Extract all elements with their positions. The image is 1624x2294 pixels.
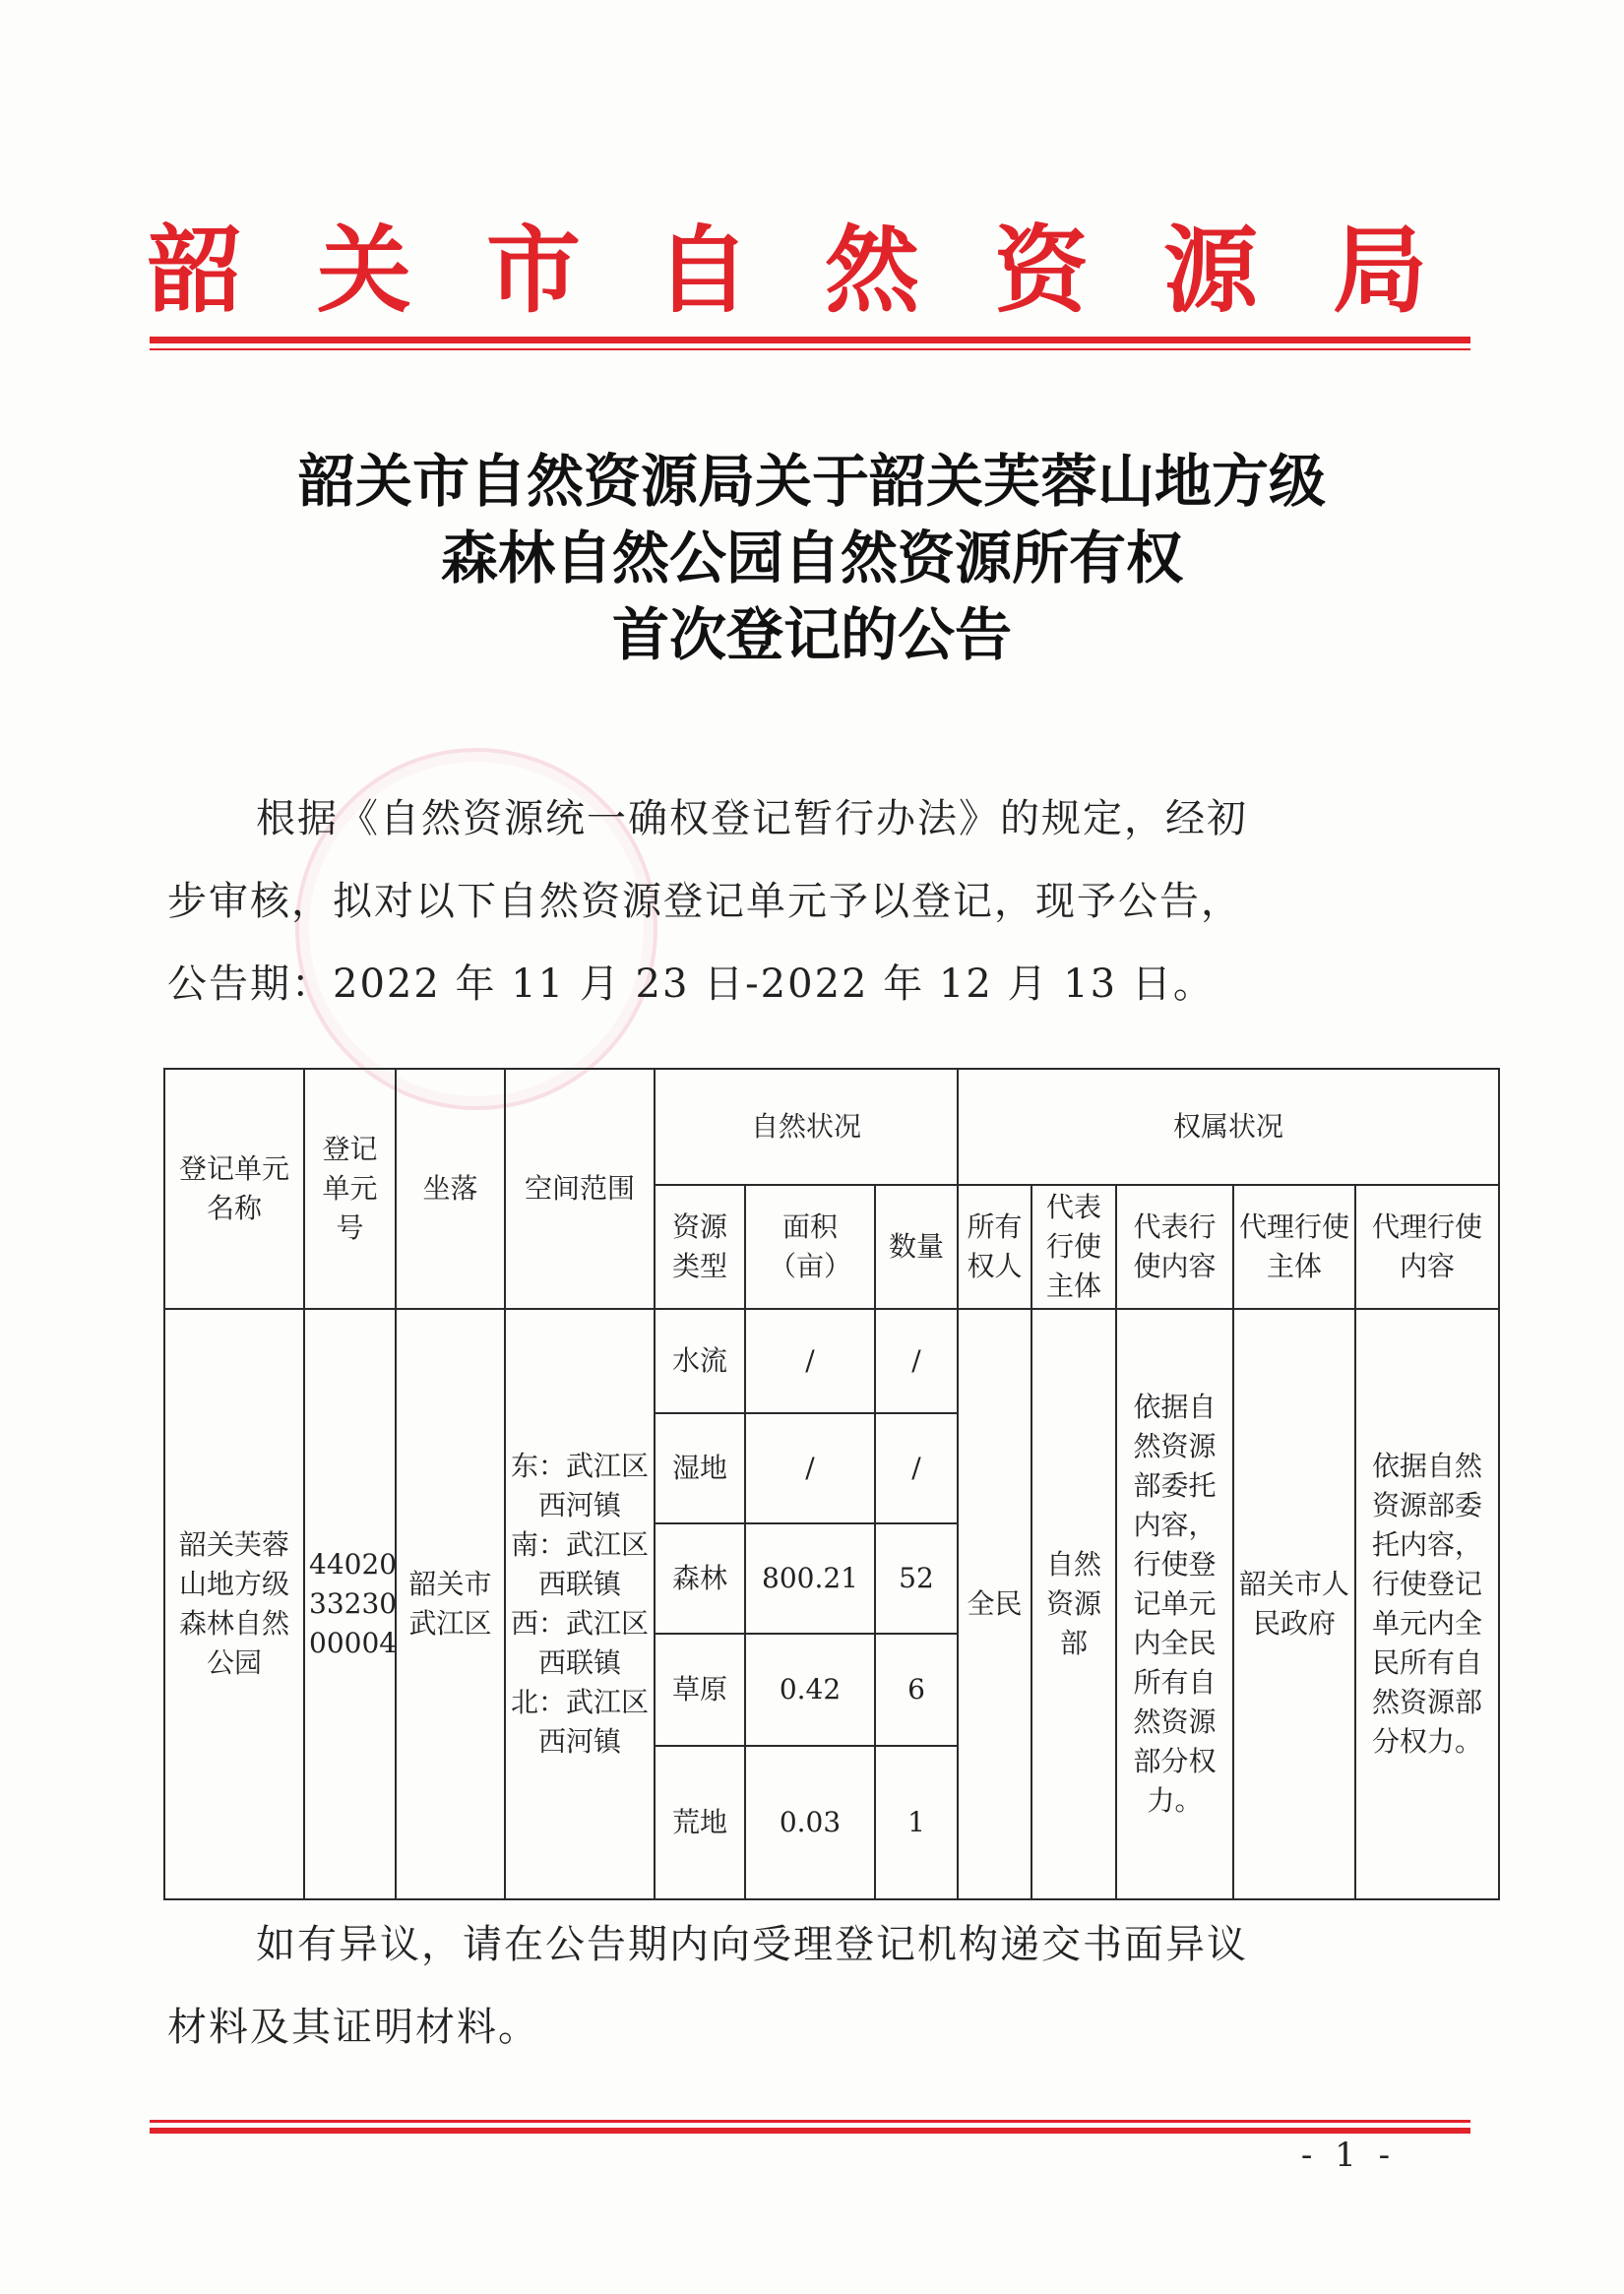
header-natural-status: 自然状况 (655, 1069, 958, 1185)
owner-cell: 全民 (958, 1309, 1031, 1899)
resource-type-cell: 荒地 (655, 1746, 745, 1899)
header-char: 局 (1333, 215, 1427, 326)
page-number: - 1 - (1300, 2136, 1397, 2175)
header-rep-content: 代表行使内容 (1116, 1185, 1233, 1309)
header-char: 自 (656, 215, 750, 326)
paragraph-line: 如有异议，请在公告期内向受理登记机构递交书面异议 (256, 1922, 1248, 1967)
header-location: 坐落 (396, 1069, 505, 1309)
header-resource-type: 资源类型 (655, 1185, 745, 1309)
header-unit-no: 登记单元号 (304, 1069, 396, 1309)
header-agent-content: 代理行使内容 (1355, 1185, 1499, 1309)
footer-rule-thick (150, 2128, 1470, 2134)
header-char: 源 (1163, 215, 1258, 326)
extent-cell: 东：武江区西河镇 南：武江区西联镇 西：武江区西联镇 北：武江区西河镇 (505, 1309, 655, 1899)
header-rule-thick (150, 337, 1470, 343)
unit-name-cell: 韶关芙蓉山地方级森林自然公园 (164, 1309, 304, 1899)
header-char: 韶 (148, 215, 242, 326)
area-cell: / (745, 1413, 875, 1523)
paragraph-line: 步审核，拟对以下自然资源登记单元予以登记，现予公告， (167, 879, 1242, 924)
title-line: 首次登记的公告 (611, 601, 1012, 668)
agent-subject-cell: 韶关市人民政府 (1233, 1309, 1355, 1899)
resource-type-cell: 森林 (655, 1523, 745, 1634)
resource-type-cell: 草原 (655, 1634, 745, 1746)
paragraph-line: 材料及其证明材料。 (167, 2005, 539, 2050)
title-line: 韶关市自然资源局关于韶关芙蓉山地方级 (297, 448, 1326, 515)
closing-paragraph (167, 1903, 1476, 2069)
header-quantity: 数量 (875, 1185, 958, 1309)
title-line: 森林自然公园自然资源所有权 (440, 525, 1183, 591)
intro-paragraph (167, 777, 1476, 1025)
header-char: 市 (486, 215, 581, 326)
header-unit-name: 登记单元名称 (164, 1069, 304, 1309)
document-title (148, 443, 1476, 673)
header-rule-thin (150, 348, 1470, 350)
location-cell: 韶关市武江区 (396, 1309, 505, 1899)
quantity-cell: 1 (875, 1746, 958, 1899)
header-rep-subject: 代表行使主体 (1031, 1185, 1116, 1309)
area-cell: / (745, 1309, 875, 1413)
issuer-header (148, 212, 1427, 330)
header-agent-subject: 代理行使主体 (1233, 1185, 1355, 1309)
registration-table (163, 1068, 1500, 1900)
area-cell: 0.03 (745, 1746, 875, 1899)
footer-rule-thin (150, 2120, 1470, 2123)
quantity-cell: / (875, 1309, 958, 1413)
header-char: 然 (825, 215, 919, 326)
area-cell: 800.21 (745, 1523, 875, 1634)
agent-content-cell: 依据自然资源部委托内容，行使登记单元内全民所有自然资源部分权力。 (1355, 1309, 1499, 1899)
area-cell: 0.42 (745, 1634, 875, 1746)
header-char: 资 (994, 215, 1089, 326)
header-ownership-status: 权属状况 (958, 1069, 1499, 1185)
unit-no-cell: 44020 33230 00004 (304, 1309, 396, 1899)
quantity-cell: / (875, 1413, 958, 1523)
rep-subject-cell: 自然资源部 (1031, 1309, 1116, 1899)
quantity-cell: 52 (875, 1523, 958, 1634)
header-area: 面积（亩） (745, 1185, 875, 1309)
header-extent: 空间范围 (505, 1069, 655, 1309)
quantity-cell: 6 (875, 1634, 958, 1746)
header-owner: 所有权人 (958, 1185, 1031, 1309)
paragraph-line: 根据《自然资源统一确权登记暂行办法》的规定，经初 (256, 796, 1248, 841)
resource-type-cell: 湿地 (655, 1413, 745, 1523)
resource-type-cell: 水流 (655, 1309, 745, 1413)
rep-content-cell: 依据自然资源部委托内容，行使登记单元内全民所有自然资源部分权力。 (1116, 1309, 1233, 1899)
paragraph-line: 公告期：2022 年 11 月 23 日-2022 年 12 月 13 日。 (167, 961, 1215, 1007)
header-char: 关 (317, 215, 411, 326)
